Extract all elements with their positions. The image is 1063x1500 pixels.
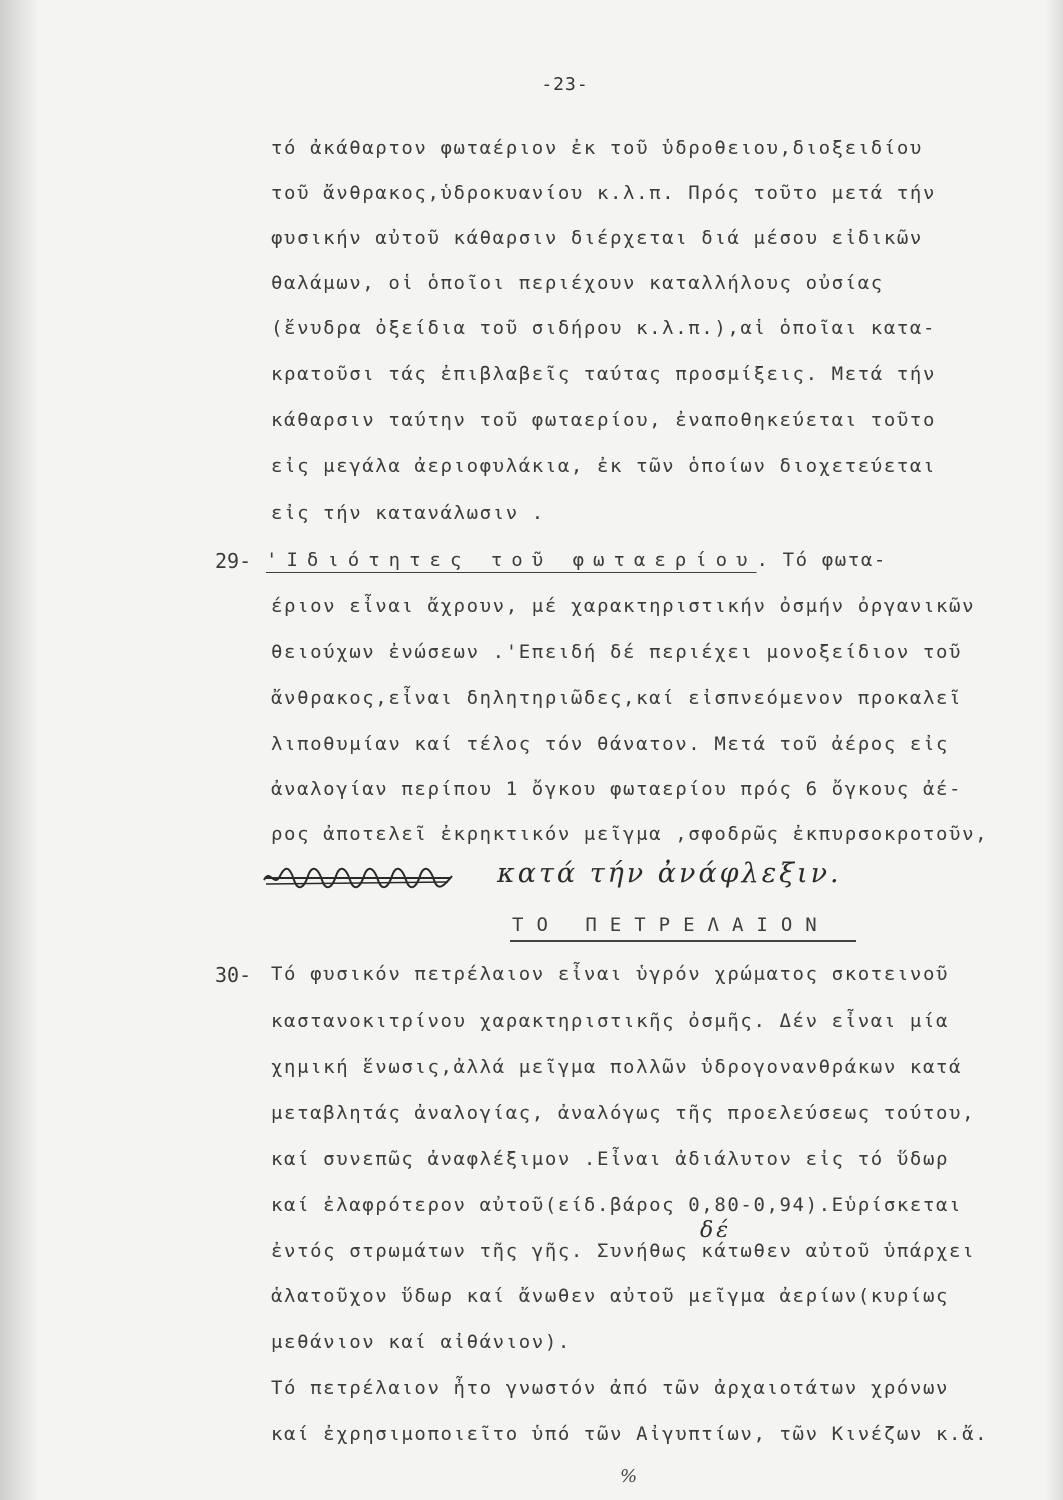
text-line: θαλάμων, οἱ ὁποῖοι περιέχουν καταλλήλους οὐσίας — [271, 272, 884, 294]
section-number: 30- — [215, 963, 252, 987]
text-line: έριον εἶναι ἄχρουν, μέ χαρακτηριστικήν ὀσμήν ὀργανικῶν — [271, 595, 976, 617]
text-line: καί ἐλαφρότερον αὐτοῦ(είδ.βάρος 0,80-0,94).Εὑρίσκεται — [271, 1194, 963, 1216]
text-line: ἐντός στρωμάτων τῆς γῆς. Συνήθως κάτωθεν αὐτοῦ ὑπάρχει — [271, 1240, 976, 1262]
heading-underline — [510, 940, 856, 942]
text-line: καστανοκιτρίνου χαρακτηριστικῆς ὀσμῆς. Δέν εἶναι μία — [271, 1010, 950, 1032]
text-line: καί συνεπῶς ἀναφλέξιμον .Εἶναι ἀδιάλυτον εἰς τό ὕδωρ — [271, 1148, 950, 1170]
text-line: φυσικήν αὐτοῦ κάθαρσιν διέρχεται διά μέσου εἰδικῶν — [271, 227, 923, 249]
text-line: εἰς τήν κατανάλωσιν . — [271, 502, 545, 524]
handwritten-correction: κατά τήν ἀνάφλεξιν. — [497, 858, 842, 889]
text-line: ρος ἀποτελεῖ ἐκρηκτικόν μεῖγμα ,σφοδρῶς ἐκπυρσοκροτοῦν, — [271, 823, 989, 845]
text-line: Τό φυσικόν πετρέλαιον εἶναι ὑγρόν χρώματος σκοτεινοῦ — [271, 963, 950, 985]
text-line: μεθάνιον καί αἰθάνιον). — [271, 1331, 571, 1353]
text-line: (ἔνυδρα ὀξείδια τοῦ σιδήρου κ.λ.π.),αἱ ὁποῖαι κατα- — [271, 317, 936, 339]
section-heading: ΤΟ ΠΕΤΡΕΛΑΙΟΝ — [512, 914, 830, 936]
text-line: τοῦ ἄνθρακος,ὑδροκυανίου κ.λ.π. Πρός τοῦτο μετά τήν — [271, 182, 936, 204]
section-title-tail: . Τό φωτα- — [756, 549, 887, 571]
text-line: λιποθυμίαν καί τέλος τόν θάνατον. Μετά τοῦ ἀέρος εἰς — [271, 733, 950, 755]
crossed-out-scribble — [262, 862, 457, 892]
text-line: κάθαρσιν ταύτην τοῦ φωταερίου, ἐναποθηκεύεται τοῦτο — [271, 409, 936, 431]
section-title: 'Ιδιότητες τοῦ φωταερίου — [266, 549, 757, 571]
section-number: 29- — [215, 549, 252, 573]
text-line: ἄνθρακος,εἶναι δηλητηριῶδες,καί εἰσπνεόμενον προκαλεῖ — [271, 687, 963, 709]
scan-edge-shadow-right — [1045, 0, 1063, 1500]
text-line: εἰς μεγάλα ἀεριοφυλάκια, ἐκ τῶν ὁποίων διοχετεύεται — [271, 455, 936, 477]
footer-mark: % — [620, 1466, 638, 1487]
text-line: ἀναλογίαν περίπου 1 ὄγκου φωταερίου πρός 6 ὄγκους ἀέ- — [271, 778, 963, 800]
text-line: κρατοῦσι τάς ἐπιβλαβεῖς ταύτας προσμίξεις. Μετά τήν — [271, 363, 936, 385]
text-line: ἁλατοῦχον ὕδωρ καί ἄνωθεν αὐτοῦ μεῖγμα ἀερίων(κυρίως — [271, 1285, 950, 1307]
text-line: τό ἀκάθαρτον φωταέριον ἐκ τοῦ ὑδροθειου,διοξειδίου — [271, 137, 923, 159]
scan-edge-shadow — [0, 0, 40, 1500]
text-line: θειούχων ἐνώσεων .'Επειδή δέ περιέχει μονοξείδιον τοῦ — [271, 641, 963, 663]
page-number: -23- — [541, 74, 589, 95]
section-title-line — [266, 549, 887, 571]
text-line: χημική ἕνωσις,ἀλλά μεῖγμα πολλῶν ὑδρογονανθράκων κατά — [271, 1056, 963, 1078]
handwritten-insertion: δέ — [700, 1218, 732, 1243]
text-line: μεταβλητάς ἀναλογίας, ἀναλόγως τῆς προελεύσεως τούτου, — [271, 1102, 976, 1124]
text-line: καί ἐχρησιμοποιεῖτο ὑπό τῶν Αἰγυπτίων, τῶν Κινέζων κ.ἄ. — [271, 1423, 989, 1445]
text-line: Τό πετρέλαιον ἦτο γνωστόν ἀπό τῶν ἀρχαιοτάτων χρόνων — [271, 1377, 950, 1399]
